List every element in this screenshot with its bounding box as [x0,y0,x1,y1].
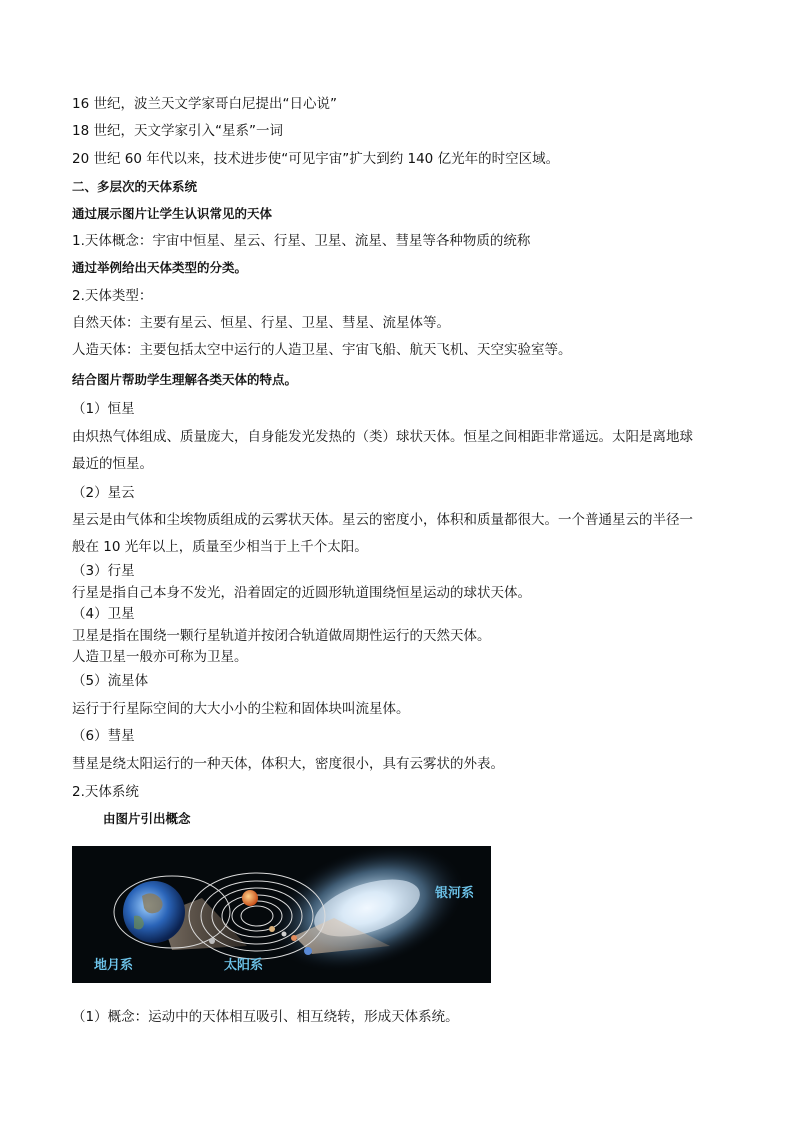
planet-icon [282,932,287,937]
subheading: （2）星云 [72,485,135,501]
text-line: （1）概念：运动中的天体相互吸引、相互绕转，形成天体系统。 [72,1009,459,1025]
subheading: （3）行星 [72,563,135,579]
text-line: 2.天体类型： [72,288,153,304]
celestial-systems-illustration [72,846,491,983]
text-line: 由炽热气体组成、质量庞大，自身能发光发热的（类）球状天体。恒星之间相距非常遥远。太阳是离地球 [72,429,693,445]
celestial-systems-figure [72,846,491,983]
text-line: 运行于行星际空间的大大小小的尘粒和固体块叫流星体。 [72,701,410,717]
text-line: 卫星是指在围绕一颗行星轨道并按闭合轨道做周期性运行的天然天体。 [72,628,491,644]
subheading: 2.天体系统 [72,784,139,800]
teaching-note: 通过举例给出天体类型的分类。 [72,260,248,275]
text-line: 人造天体：主要包括太空中运行的人造卫星、宇宙飞船、航天飞机、天空实验室等。 [72,342,572,358]
section-heading: 二、多层次的天体系统 [72,179,198,194]
text-line: 16 世纪，波兰天文学家哥白尼提出“日心说” [72,96,337,112]
label-galaxy: 银河系 [435,886,475,901]
text-line: 18 世纪，天文学家引入“星系”一词 [72,123,283,139]
label-earth-moon-system: 地月系 [94,958,134,973]
planet-icon [304,947,312,955]
moon-icon [209,938,215,944]
subheading: （1）恒星 [72,401,135,417]
text-line: 人造卫星一般亦可称为卫星。 [72,649,248,665]
teaching-note: 通过展示图片让学生认识常见的天体 [72,206,273,221]
subheading: （4）卫星 [72,606,135,622]
teaching-note: 结合图片帮助学生理解各类天体的特点。 [72,372,298,387]
text-line: 彗星是绕太阳运行的一种天体，体积大，密度很小，具有云雾状的外表。 [72,756,504,772]
subheading: （6）彗星 [72,728,135,744]
subheading: （5）流星体 [72,673,149,689]
text-line: 星云是由气体和尘埃物质组成的云雾状天体。星云的密度小，体积和质量都很大。一个普通星云的半径一 [72,512,693,528]
text-line: 20 世纪 60 年代以来，技术进步使“可见宇宙”扩大到约 140 亿光年的时空区域。 [72,151,560,167]
text-line: 般在 10 光年以上，质量至少相当于上千个太阳。 [72,539,368,555]
text-line: 行星是指自己本身不发光，沿着固定的近圆形轨道围绕恒星运动的球状天体。 [72,585,531,601]
text-line: 自然天体：主要有星云、恒星、行星、卫星、彗星、流星体等。 [72,315,450,331]
text-line: 1.天体概念：宇宙中恒星、星云、行星、卫星、流星、彗星等各种物质的统称 [72,233,531,249]
teaching-note: 由图片引出概念 [103,811,191,826]
planet-icon [269,926,275,932]
text-line: 最近的恒星。 [72,456,153,472]
sun-icon [242,890,258,906]
planet-icon [291,935,297,941]
label-solar-system: 太阳系 [224,958,264,973]
